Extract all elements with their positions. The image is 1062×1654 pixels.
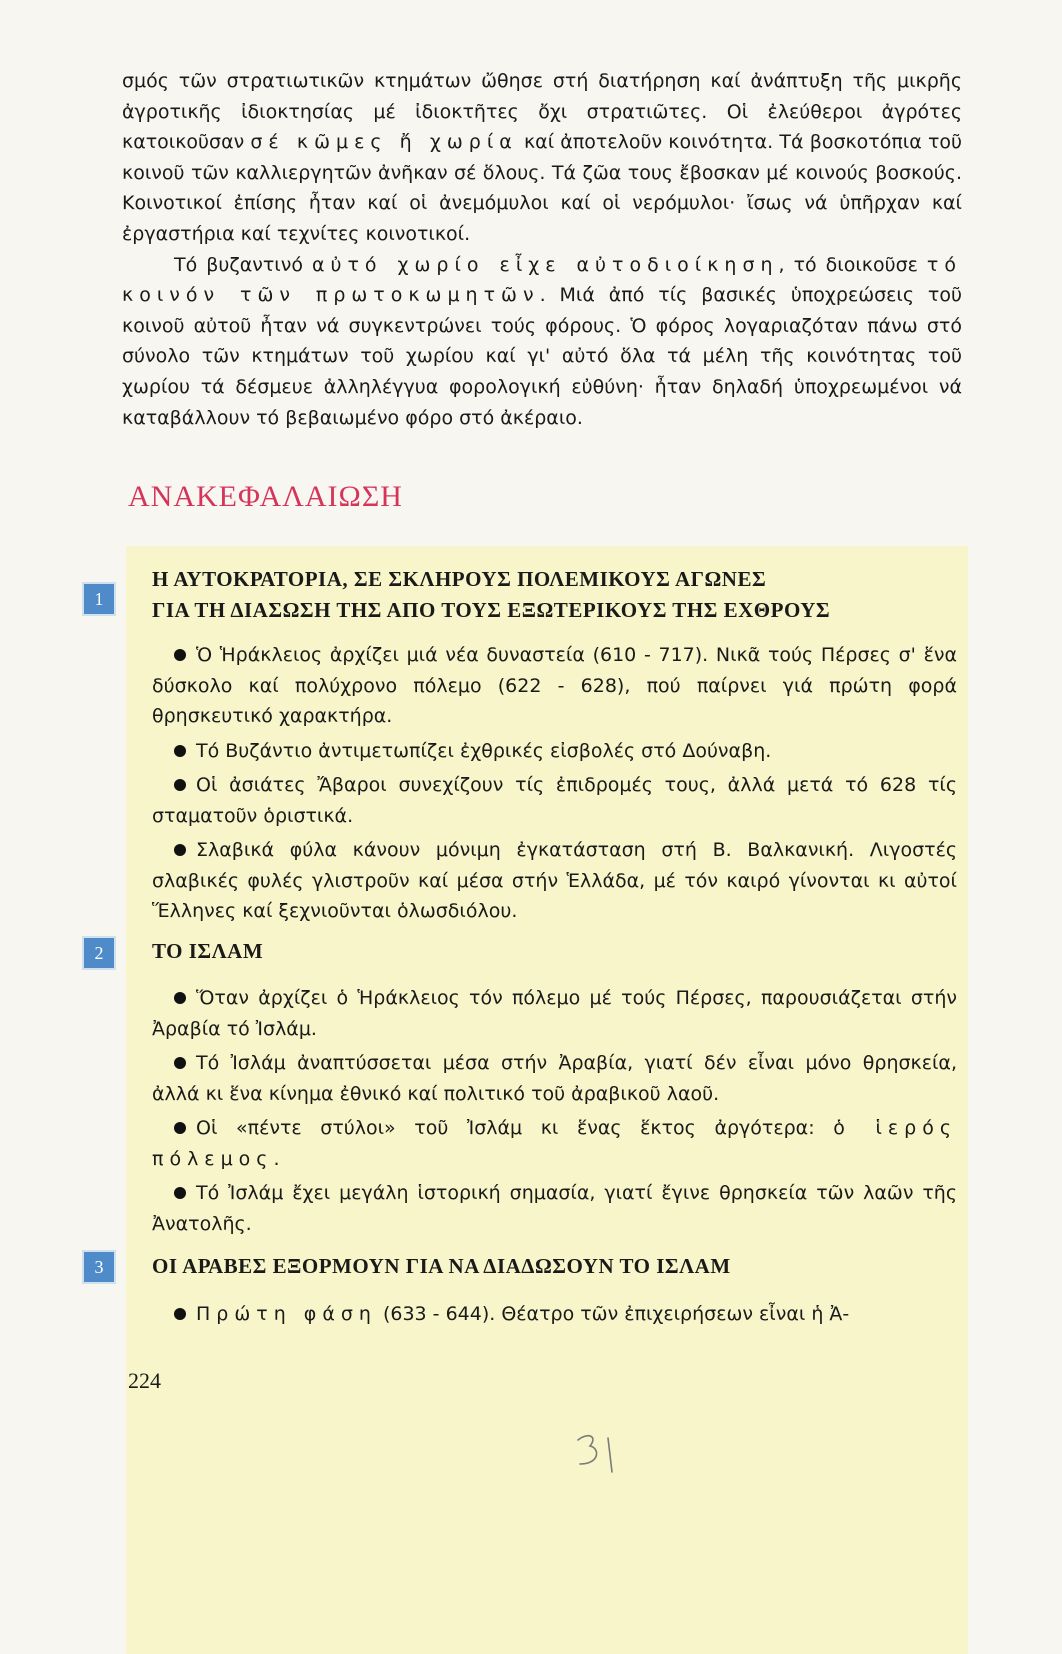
intro-text (122, 66, 962, 433)
bullet-text (196, 740, 771, 762)
section-title-2-line-1: ΤΟ ΙΣΛΑΜ (152, 939, 264, 963)
section-bullets-2 (152, 983, 957, 1243)
bullet-text (152, 839, 957, 922)
bullet-text (152, 774, 957, 827)
bullet-item (152, 770, 957, 831)
bullet-item (152, 640, 957, 732)
bullet-text (152, 1052, 957, 1105)
bullet-icon (174, 992, 186, 1004)
text-run: Σλαβικά φύλα κάνουν μόνιμη ἐγκατάσταση στή Β. Βαλκανική. Λιγοστές σλαβικές φυλές γλιστροῦν καί μέσα στήν Ἑλλάδα, μέ τόν καιρό γίνονται κι αὐτοί Ἕλληνες καί ξεχνιοῦνται ὁλωσδιόλου. (152, 839, 957, 922)
spaced-emphasis-text: τό κοινόν τῶν πρωτοκωμητῶν (122, 253, 962, 307)
bullet-item (152, 1299, 957, 1330)
spaced-emphasis-text: σέ κῶμες ἤ χωρία (250, 131, 518, 154)
spaced-emphasis-text: ὁ ἱερός πόλεμος (152, 1117, 957, 1170)
section-number-1: 1 (82, 582, 116, 616)
text-run: καί ἀποτελοῦν κοινότητα. Τά βοσκοτόπια τοῦ κοινοῦ τῶν καλλιεργητῶν ἀνῆκαν σέ ὅλους. Τά ζῶα τους ἔβοσκαν μέ κοινούς βοσκούς. Κοινοτικοί ἐπίσης ἦταν καί οἱ ἀνεμόμυλοι καί οἱ νερόμυλοι· ἴσως νά ὑπῆρχαν καί ἐργαστήρια καί τεχνίτες κοινοτικοί. (122, 131, 962, 245)
text-run: Οἱ ἀσιάτες Ἄβαροι συνεχίζουν τίς ἐπιδρομές τους, ἀλλά μετά τό 628 τίς σταματοῦν ὁριστικά. (152, 774, 957, 827)
intro-paragraph-2 (122, 250, 962, 434)
text-run: Οἱ «πέντε στύλοι» τοῦ Ἰσλάμ κι ἕνας ἕκτος ἀργότερα: (196, 1117, 834, 1139)
handwritten-note (568, 1428, 638, 1478)
intro-paragraph-1 (122, 66, 962, 250)
bullet-item (152, 1048, 957, 1109)
section-number-2: 2 (82, 936, 116, 970)
text-run: Τό Ἰσλάμ ἔχει μεγάλη ἱστορική σημασία, γιατί ἔγινε θρησκεία τῶν λαῶν τῆς Ἀνατολῆς. (152, 1182, 957, 1235)
spaced-emphasis-text: αὐτό χωρίο εἶχε αὐτοδιοίκηση (311, 253, 779, 276)
bullet-icon (174, 1308, 186, 1320)
bullet-text (196, 1303, 849, 1325)
section-bullets-1 (152, 640, 957, 931)
bullet-icon (174, 1122, 186, 1134)
section-title-3 (152, 1251, 952, 1282)
text-run: Τό Βυζάντιο ἀντιμετωπίζει ἐχθρικές εἰσβολές στό Δούναβη. (196, 739, 772, 762)
section-title-1-line-1: Η ΑΥΤΟΚΡΑΤΟΡΙΑ, ΣΕ ΣΚΛΗΡΟΥΣ ΠΟΛΕΜΙΚΟΥΣ ΑΓΩΝΕΣ (152, 567, 767, 591)
text-run: σμός τῶν στρατιωτικῶν κτημάτων ὤθησε στή διατήρηση καί ἀνάπτυξη τῆς μικρῆς ἀγροτικῆς ἰδιοκτησίας μέ ἰδιοκτῆτες ὄχι στρατιῶτες. Οἱ ἐλεύθεροι ἀγρότες κατοικοῦσαν (122, 70, 962, 154)
text-run: Τό βυζαντινό (174, 253, 312, 276)
section-title-1-line-2: ΓΙΑ ΤΗ ΔΙΑΣΩΣΗ ΤΗΣ ΑΠΟ ΤΟΥΣ ΕΞΩΤΕΡΙΚΟΥΣ ΤΗΣ ΕΧΘΡΟΥΣ (152, 598, 831, 622)
bullet-item (152, 1178, 957, 1239)
text-run: (633 - 644). Θέατρο τῶν ἐπιχειρήσεων εἶναι ἡ Ἀ- (376, 1303, 850, 1325)
bullet-icon (174, 779, 186, 791)
bullet-item (152, 983, 957, 1044)
text-run: . Μιά ἀπό τίς βασικές ὑποχρεώσεις τοῦ κοινοῦ αὐτοῦ ἦταν νά συγκεντρώνει τούς φόρους. Ὁ φόρος λογαριαζόταν πάνω στό σύνολο τῶν κτημάτων τοῦ χωρίου καί γι' αὐτό ὅλα τά μέλη τῆς κοινότητας τοῦ χωρίου τά δέσμευε ἀλληλέγγυα φορολογική εὐθύνη· ἦταν δηλαδή ὑποχρεωμένοι νά καταβάλλουν τό βεβαιωμένο φόρο στό ἀκέραιο. (122, 284, 962, 429)
section-title-2 (152, 936, 952, 967)
bullet-icon (174, 745, 186, 757)
section-title-3-line-1: ΟΙ ΑΡΑΒΕΣ ΕΞΟΡΜΟΥΝ ΓΙΑ ΝΑ ΔΙΑΔΩΣΟΥΝ ΤΟ ΙΣΛΑΜ (152, 1254, 731, 1278)
page-number: 224 (128, 1368, 161, 1393)
text-run: Ὁ Ἡράκλειος ἀρχίζει μιά νέα δυναστεία (610 - 717). Νικᾶ τούς Πέρσες σ' ἕνα δύσκολο καί πολύχρονο πόλεμο (622 - 628), πού παίρνει γιά πρώτη φορά θρησκευτικό χαρακτήρα. (152, 644, 957, 727)
section-title-1 (152, 564, 952, 626)
bullet-icon (174, 1187, 186, 1199)
section-bullets-3 (152, 1299, 957, 1334)
bullet-icon (174, 649, 186, 661)
bullet-item (152, 1113, 957, 1174)
text-run: , τό διοικοῦσε (778, 253, 927, 276)
bullet-text (152, 644, 957, 727)
text-run: . (273, 1147, 280, 1170)
bullet-text (152, 987, 957, 1040)
bullet-icon (174, 844, 186, 856)
text-run: Τό Ἰσλάμ ἀναπτύσσεται μέσα στήν Ἀραβία, γιατί δέν εἶναι μόνο θρησκεία, ἀλλά κι ἕνα κίνημα ἐθνικό καί πολιτικό τοῦ ἀραβικοῦ λαοῦ. (152, 1052, 957, 1105)
bullet-text (152, 1117, 957, 1170)
spaced-emphasis-text: Πρώτη φάση (196, 1303, 377, 1325)
section-number-3: 3 (82, 1250, 116, 1284)
bullet-item (152, 736, 957, 767)
summary-heading: ΑΝΑΚΕΦΑΛΑΙΩΣΗ (128, 480, 403, 513)
bullet-text (152, 1182, 957, 1235)
bullet-item (152, 835, 957, 927)
text-run: Ὅταν ἀρχίζει ὁ Ἡράκλειος τόν πόλεμο μέ τούς Πέρσες, παρουσιάζεται στήν Ἀραβία τό Ἰσλάμ. (152, 987, 957, 1040)
bullet-icon (174, 1057, 186, 1069)
